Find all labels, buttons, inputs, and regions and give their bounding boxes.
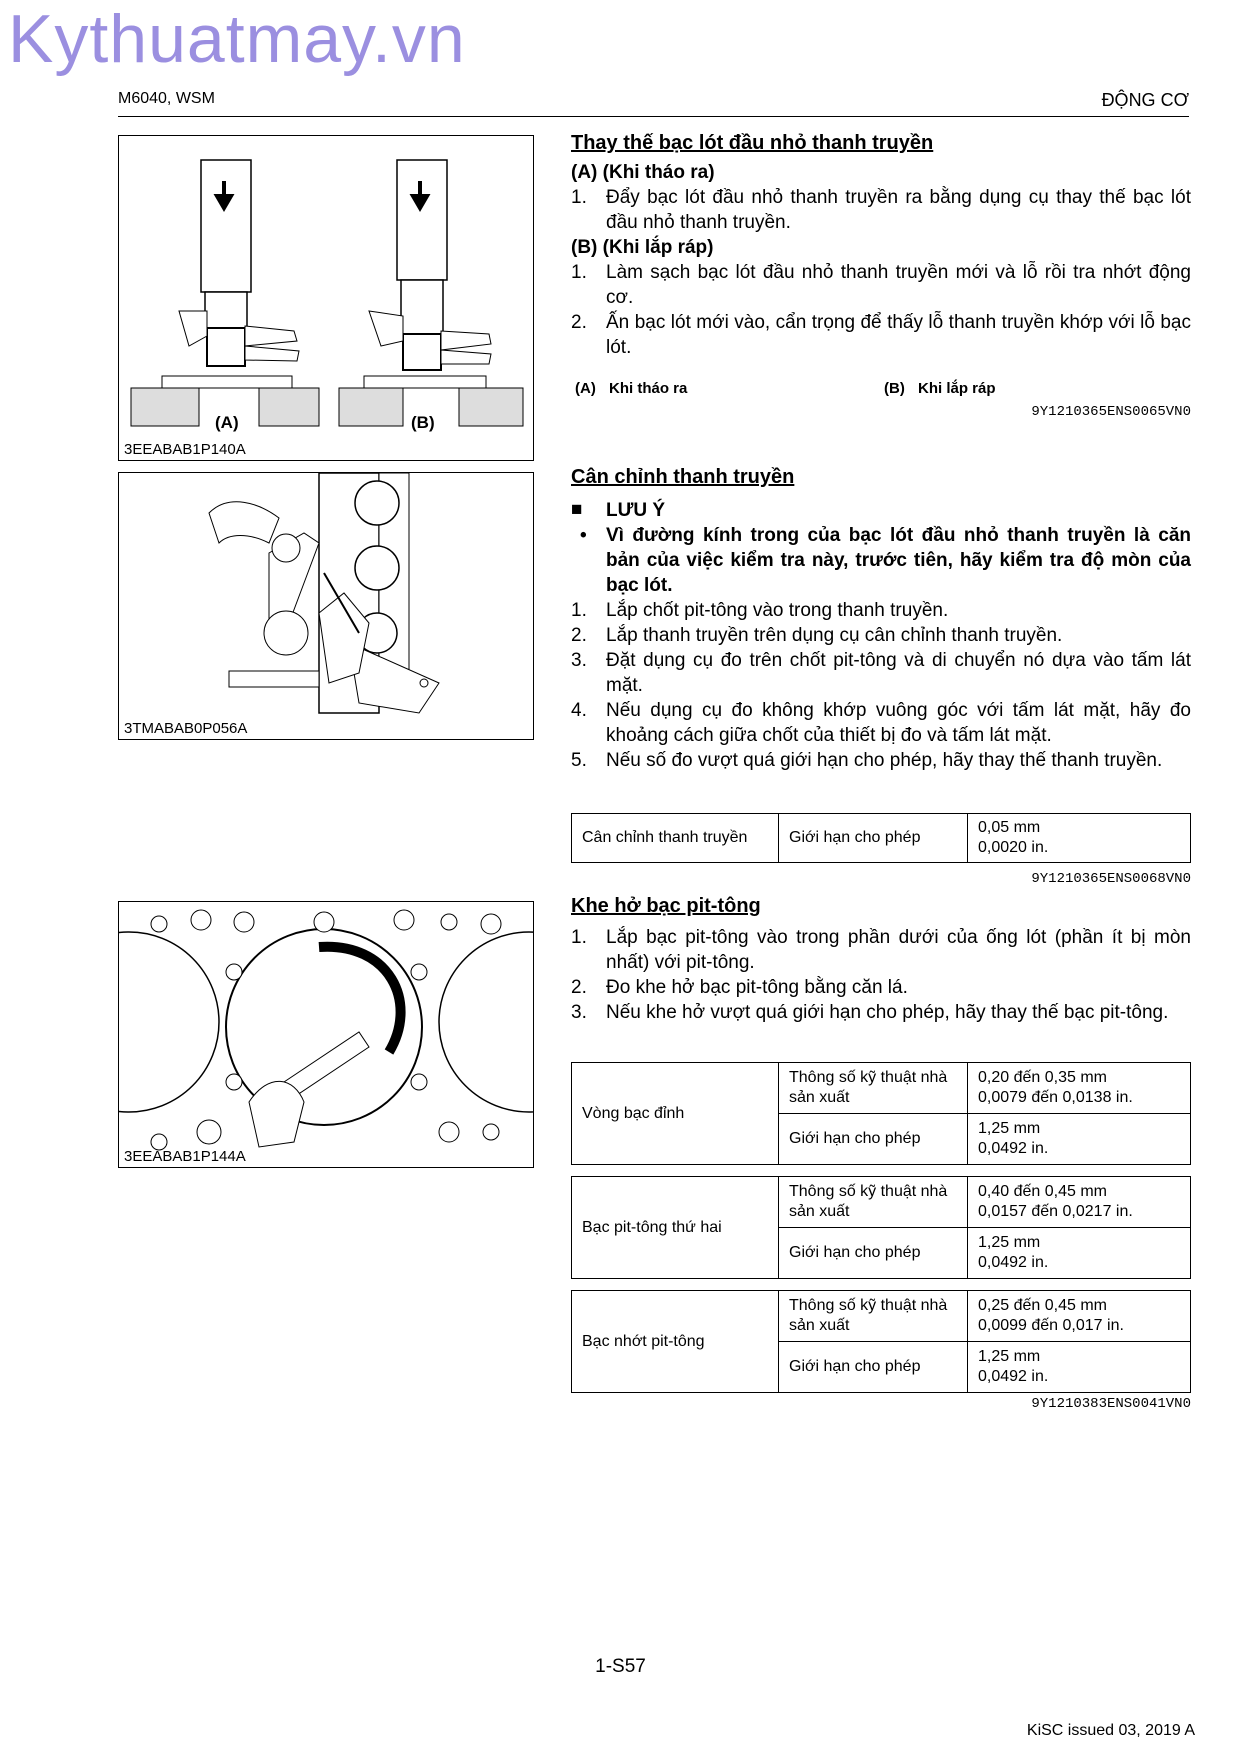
page-number: 1-S57 bbox=[595, 1656, 646, 1677]
list-item: 2. Ấn bạc lót mới vào, cẩn trọng để thấy lỗ thanh truyền khớp với lỗ bạc lót. bbox=[571, 312, 1191, 358]
spec-value: 0,25 đến 0,45 mm 0,0099 đến 0,017 in. bbox=[968, 1291, 1191, 1342]
figure-code: 3EEABAB1P144A bbox=[124, 1148, 246, 1165]
header-rule bbox=[118, 116, 1189, 117]
rod-alignment-illustration bbox=[119, 473, 533, 739]
list-item: 1. Lắp chốt pit-tông vào trong thanh truyền. bbox=[571, 600, 949, 621]
header-model: M6040, WSM bbox=[118, 90, 215, 107]
ring-gap-illustration bbox=[119, 902, 533, 1167]
subheading-assembly: (B) (Khi lắp ráp) bbox=[571, 237, 714, 258]
spec-condition: Thông số kỹ thuật nhà sản xuất bbox=[779, 1291, 968, 1342]
spec-condition: Giới hạn cho phép bbox=[779, 1114, 968, 1165]
bullet-icon: • bbox=[580, 525, 587, 546]
list-item: 3. Nếu khe hở vượt quá giới hạn cho phép, hãy thay thế bạc pit-tông. bbox=[571, 1002, 1169, 1023]
figure-code: 3EEABAB1P140A bbox=[124, 441, 246, 458]
reference-code: 9Y1210365ENS0068VN0 bbox=[1031, 871, 1191, 887]
spec-table-oil-ring bbox=[571, 1290, 1191, 1393]
figure-legend bbox=[571, 360, 1191, 398]
issue-info: KiSC issued 03, 2019 A bbox=[1026, 1722, 1195, 1739]
header-section: ĐỘNG CƠ bbox=[1101, 90, 1189, 110]
section-title: Cân chỉnh thanh truyền bbox=[571, 466, 795, 488]
note-text: Vì đường kính trong của bạc lót đầu nhỏ thanh truyền là căn bản của việc kiểm tra này, trước tiên, hãy kiểm tra độ mòn của bạc lót. bbox=[606, 525, 1191, 596]
spec-value: 0,05 mm 0,0020 in. bbox=[968, 814, 1191, 863]
table-row bbox=[572, 1063, 1191, 1114]
reference-code: 9Y1210383ENS0041VN0 bbox=[1031, 1396, 1191, 1412]
note-square-icon: ■ bbox=[571, 499, 583, 520]
section-rod-alignment bbox=[571, 464, 1191, 773]
steps-ring-gap bbox=[571, 925, 1191, 1025]
list-item: 1. Đẩy bạc lót đầu nhỏ thanh truyền ra bằng dụng cụ thay thế bạc lót đầu nhỏ thanh truyền. bbox=[571, 187, 1191, 233]
figure-bushing-replacement bbox=[118, 135, 534, 461]
list-item: 2. Đo khe hở bạc pit-tông bằng căn lá. bbox=[571, 977, 908, 998]
note-heading bbox=[571, 498, 1191, 523]
figure-ring-gap bbox=[118, 901, 534, 1168]
spec-value: 0,40 đến 0,45 mm 0,0157 đến 0,0217 in. bbox=[968, 1177, 1191, 1228]
list-item: 1. Làm sạch bạc lót đầu nhỏ thanh truyền mới và lỗ rồi tra nhớt động cơ. bbox=[571, 262, 1191, 308]
steps-alignment bbox=[571, 598, 1191, 773]
legend-key-b: (B) bbox=[884, 380, 905, 397]
section-ring-gap bbox=[571, 893, 1191, 1025]
spec-value: 0,20 đến 0,35 mm 0,0079 đến 0,0138 in. bbox=[968, 1063, 1191, 1114]
spec-condition: Giới hạn cho phép bbox=[779, 1342, 968, 1393]
spec-condition: Thông số kỹ thuật nhà sản xuất bbox=[779, 1177, 968, 1228]
legend-key-a: (A) bbox=[575, 380, 596, 397]
list-item: 3. Đặt dụng cụ đo trên chốt pit-tông và di chuyển nó dựa vào tấm lát mặt. bbox=[571, 650, 1191, 696]
note-body bbox=[571, 523, 1191, 598]
steps-removal bbox=[571, 185, 1191, 235]
legend-text-b: Khi lắp ráp bbox=[918, 380, 996, 397]
spec-value: 1,25 mm 0,0492 in. bbox=[968, 1342, 1191, 1393]
section-title: Khe hở bạc pit-tông bbox=[571, 895, 761, 917]
note-title: LƯU Ý bbox=[606, 500, 666, 521]
spec-item: Cân chỉnh thanh truyền bbox=[572, 814, 779, 863]
spec-table-top-ring bbox=[571, 1062, 1191, 1165]
list-item: 2. Lắp thanh truyền trên dụng cụ cân chỉnh thanh truyền. bbox=[571, 625, 1063, 646]
spec-condition: Giới hạn cho phép bbox=[779, 814, 968, 863]
spec-item: Bạc pit-tông thứ hai bbox=[572, 1177, 779, 1279]
figure-code: 3TMABAB0P056A bbox=[124, 720, 248, 737]
table-row bbox=[572, 1177, 1191, 1228]
list-item: 1. Lắp bạc pit-tông vào trong phần dưới của ống lót (phần ít bị mòn nhất) với pit-tông. bbox=[571, 927, 1191, 973]
section-title: Thay thế bạc lót đầu nhỏ thanh truyền bbox=[571, 132, 934, 154]
site-watermark: Kythuatmay.vn bbox=[8, 1, 466, 77]
subheading-removal: (A) (Khi tháo ra) bbox=[571, 162, 715, 183]
bushing-press-illustration bbox=[119, 136, 533, 460]
figure-label-a: (A) bbox=[215, 413, 239, 432]
figure-rod-alignment bbox=[118, 472, 534, 740]
reference-code: 9Y1210365ENS0065VN0 bbox=[1031, 404, 1191, 420]
spec-item: Vòng bạc đỉnh bbox=[572, 1063, 779, 1165]
spec-condition: Thông số kỹ thuật nhà sản xuất bbox=[779, 1063, 968, 1114]
list-item: 5. Nếu số đo vượt quá giới hạn cho phép, hãy thay thế thanh truyền. bbox=[571, 750, 1163, 771]
legend-text-a: Khi tháo ra bbox=[609, 380, 688, 397]
spec-value: 1,25 mm 0,0492 in. bbox=[968, 1114, 1191, 1165]
spec-value: 1,25 mm 0,0492 in. bbox=[968, 1228, 1191, 1279]
steps-assembly bbox=[571, 260, 1191, 360]
table-row bbox=[572, 814, 1191, 863]
table-row bbox=[572, 1291, 1191, 1342]
section-bushing-replacement bbox=[571, 130, 1191, 425]
spec-condition: Giới hạn cho phép bbox=[779, 1228, 968, 1279]
spec-item: Bạc nhớt pit-tông bbox=[572, 1291, 779, 1393]
spec-table-second-ring bbox=[571, 1176, 1191, 1279]
figure-label-b: (B) bbox=[411, 413, 435, 432]
spec-table-alignment bbox=[571, 813, 1191, 863]
list-item: 4. Nếu dụng cụ đo không khớp vuông góc với tấm lát mặt, hãy đo khoảng cách giữa chốt của thiết bị đo và tấm lát mặt. bbox=[571, 700, 1191, 746]
